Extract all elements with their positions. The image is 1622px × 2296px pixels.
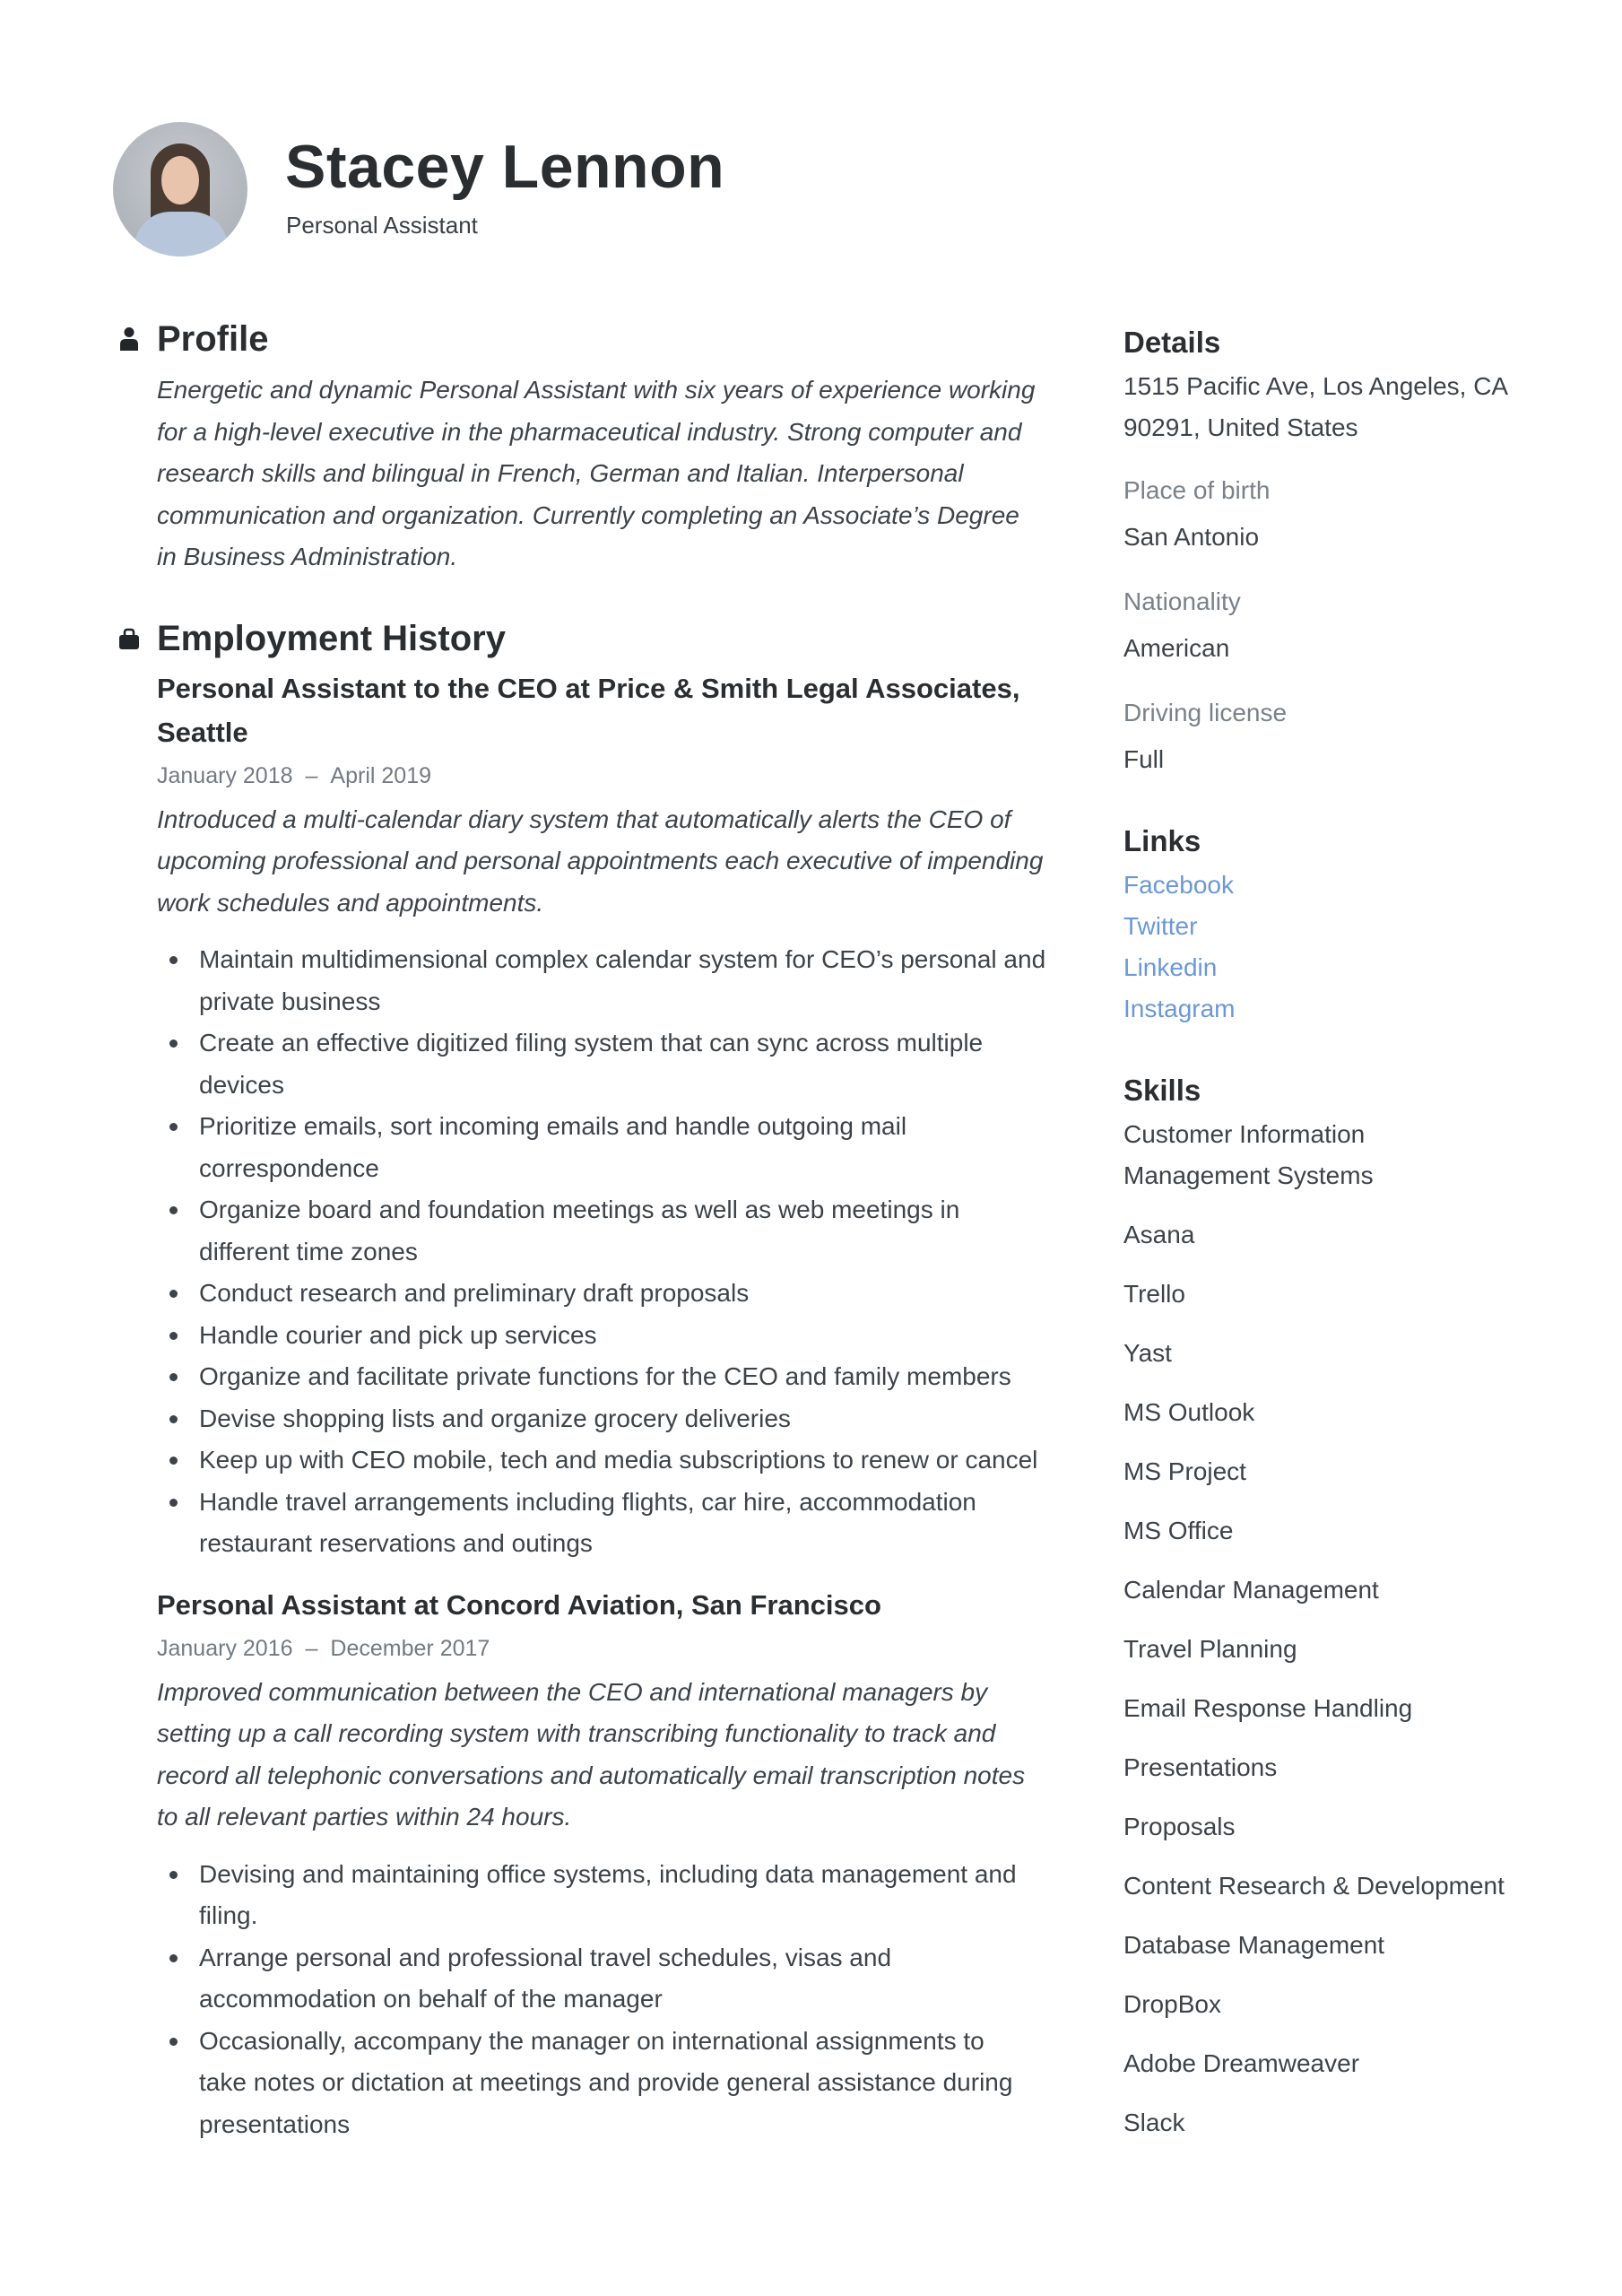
job-bullets [157, 939, 1067, 1565]
bullet-line: Organize board and foundation meetings as well as web meetings in [199, 1196, 960, 1223]
bullet-line: Organize and facilitate private functions for the CEO and family members [199, 1362, 1011, 1390]
bullet-line: filing. [199, 1901, 258, 1929]
skill-item: Proposals [1123, 1813, 1236, 1840]
place-of-birth-label: Place of birth [1123, 476, 1271, 504]
profile-heading [117, 314, 1067, 364]
job-summary-line: Improved communication between the CEO and international managers by [157, 1677, 988, 1706]
bullet-line: Devising and maintaining office systems, including data management and [199, 1859, 1017, 1888]
skills-heading: Skills [1123, 1074, 1201, 1107]
bullet-item [157, 1106, 1067, 1189]
bullet-line: Conduct research and preliminary draft proposals [199, 1279, 750, 1307]
avatar-face [161, 156, 199, 204]
skill-item: Slack [1123, 2109, 1185, 2136]
driving-license-value: Full [1123, 745, 1165, 773]
bullet-line: different time zones [199, 1237, 418, 1265]
briefcase-icon [118, 627, 140, 652]
job-entry [117, 1583, 1067, 2146]
job-title-line: Seattle [157, 716, 248, 748]
job-title-line: Personal Assistant at Concord Aviation, San Francisco [157, 1588, 881, 1621]
profile-line: communication and organization. Currently completing an Associate’s Degree [157, 500, 1019, 529]
job-entry [117, 666, 1067, 1565]
skill-item: MS Office [1123, 1517, 1234, 1544]
bullet-item [157, 1189, 1067, 1273]
job-summary-line: Introduced a multi-calendar diary system that automatically alerts the CEO of [157, 804, 1011, 833]
candidate-name: Stacey Lennon [285, 133, 725, 201]
bullet-line: Handle courier and pick up services [199, 1320, 597, 1349]
nationality-label: Nationality [1123, 587, 1241, 615]
skill-item: Yast [1123, 1339, 1172, 1367]
job-summary [157, 1672, 1067, 1839]
job-summary-line: record all telephonic conversations and automatically email transcription notes [157, 1761, 1026, 1789]
job-bullets [157, 1854, 1067, 2146]
bullet-line: Prioritize emails, sort incoming emails and handle outgoing mail [199, 1112, 907, 1140]
bullet-line: Keep up with CEO mobile, tech and media subscriptions to renew or cancel [199, 1446, 1038, 1474]
avatar [113, 122, 247, 257]
employment-heading-label: Employment History [157, 619, 506, 658]
bullet-item [157, 1439, 1067, 1482]
date-separator: – [305, 1635, 318, 1661]
bullet-item [157, 939, 1067, 1022]
job-title [157, 666, 1067, 754]
details-heading: Details [1123, 326, 1221, 359]
bullet-line: presentations [199, 2109, 351, 2138]
job-summary [157, 799, 1067, 925]
skill-item: Asana [1123, 1221, 1195, 1248]
sidebar-column [1123, 323, 1572, 2144]
bullet-line: Maintain multidimensional complex calendar system for CEO’s personal and [199, 945, 1046, 973]
date-separator: – [305, 762, 318, 788]
skill-item: Trello [1123, 1280, 1185, 1308]
bullet-item [157, 1315, 1067, 1357]
skills-list [1123, 1114, 1572, 2144]
address [1123, 366, 1572, 448]
link-instagram[interactable]: Instagram [1123, 995, 1236, 1022]
bullet-item [157, 1022, 1067, 1106]
place-of-birth-value: San Antonio [1123, 523, 1260, 551]
skill-item: Content Research & Development [1123, 1872, 1505, 1900]
address-line: 90291, United States [1123, 413, 1358, 441]
profile-heading-label: Profile [157, 318, 269, 359]
candidate-title: Personal Assistant [286, 212, 478, 239]
job-dates [157, 758, 1067, 794]
bullet-line: devices [199, 1070, 284, 1099]
links-section [1123, 822, 1572, 1030]
bullet-line: Arrange personal and professional travel schedules, visas and [199, 1943, 892, 1971]
link-facebook[interactable]: Facebook [1123, 871, 1234, 899]
address-line: 1515 Pacific Ave, Los Angeles, CA [1123, 372, 1509, 400]
job-start-date: January 2016 [157, 1635, 293, 1661]
avatar-shirt [134, 212, 228, 257]
employment-section [117, 614, 1067, 2146]
job-start-date: January 2018 [157, 762, 293, 788]
bullet-item [157, 1356, 1067, 1398]
skill-item: Database Management [1123, 1931, 1385, 1959]
skill-item [1123, 1114, 1572, 1196]
bullet-item [157, 1273, 1067, 1315]
driving-license-label: Driving license [1123, 699, 1288, 726]
profile-line: in Business Administration. [157, 543, 458, 570]
details-section [1123, 323, 1572, 780]
skill-item: MS Outlook [1123, 1398, 1255, 1426]
bullet-item [157, 1398, 1067, 1440]
bullet-item [157, 1854, 1067, 1937]
skill-item: Email Response Handling [1123, 1694, 1413, 1722]
profile-line: for a high-level executive in the pharmaceutical industry. Strong computer and [157, 417, 1022, 446]
skills-section [1123, 1071, 1572, 2144]
profile-line: Energetic and dynamic Personal Assistant with six years of experience working [157, 376, 1036, 404]
bullet-line: accommodation on behalf of the manager [199, 1985, 663, 2013]
skill-item: Presentations [1123, 1753, 1278, 1781]
link-twitter[interactable]: Twitter [1123, 912, 1198, 940]
skill-item: DropBox [1123, 1990, 1221, 2018]
employment-heading [117, 614, 1067, 665]
bullet-line: correspondence [199, 1153, 379, 1182]
job-summary-line: upcoming professional and personal appointments each executive of impending [157, 847, 1044, 874]
job-end-date: April 2019 [330, 762, 431, 788]
profile-line: research skills and bilingual in French, German and Italian. Interpersonal [157, 459, 964, 487]
job-summary-line: to all relevant parties within 24 hours. [157, 1803, 572, 1831]
bullet-line: Create an effective digitized filing system that can sync across multiple [199, 1029, 984, 1057]
person-icon [118, 326, 140, 352]
bullet-item [157, 2021, 1067, 2146]
job-summary-line: work schedules and appointments. [157, 888, 544, 917]
bullet-line: Occasionally, accompany the manager on international assignments to [199, 2026, 984, 2055]
job-dates [157, 1631, 1067, 1666]
main-column [117, 314, 1067, 2145]
skill-line: Customer Information [1123, 1120, 1366, 1148]
job-title-line: Personal Assistant to the CEO at Price & Smith Legal Associates, [157, 672, 1020, 704]
profile-section [117, 314, 1067, 578]
profile-summary [157, 370, 1067, 578]
bullet-item [157, 1482, 1067, 1565]
skill-item: Adobe Dreamweaver [1123, 2049, 1360, 2077]
bullet-line: restaurant reservations and outings [199, 1529, 593, 1557]
bullet-line: take notes or dictation at meetings and provide general assistance during [199, 2068, 1013, 2096]
skill-item: MS Project [1123, 1457, 1246, 1485]
job-summary-line: setting up a call recording system with transcribing functionality to track and [157, 1719, 996, 1747]
job-title [157, 1583, 1067, 1627]
link-linkedin[interactable]: Linkedin [1123, 953, 1218, 981]
bullet-line: private business [199, 987, 381, 1015]
job-end-date: December 2017 [330, 1635, 490, 1661]
skill-line: Management Systems [1123, 1161, 1374, 1189]
skill-item: Calendar Management [1123, 1576, 1379, 1604]
bullet-line: Devise shopping lists and organize grocery deliveries [199, 1404, 791, 1432]
links-heading: Links [1123, 824, 1201, 857]
bullet-line: Handle travel arrangements including flights, car hire, accommodation [199, 1487, 976, 1516]
bullet-item [157, 1937, 1067, 2021]
skill-item: Travel Planning [1123, 1635, 1297, 1663]
nationality-value: American [1123, 634, 1230, 662]
